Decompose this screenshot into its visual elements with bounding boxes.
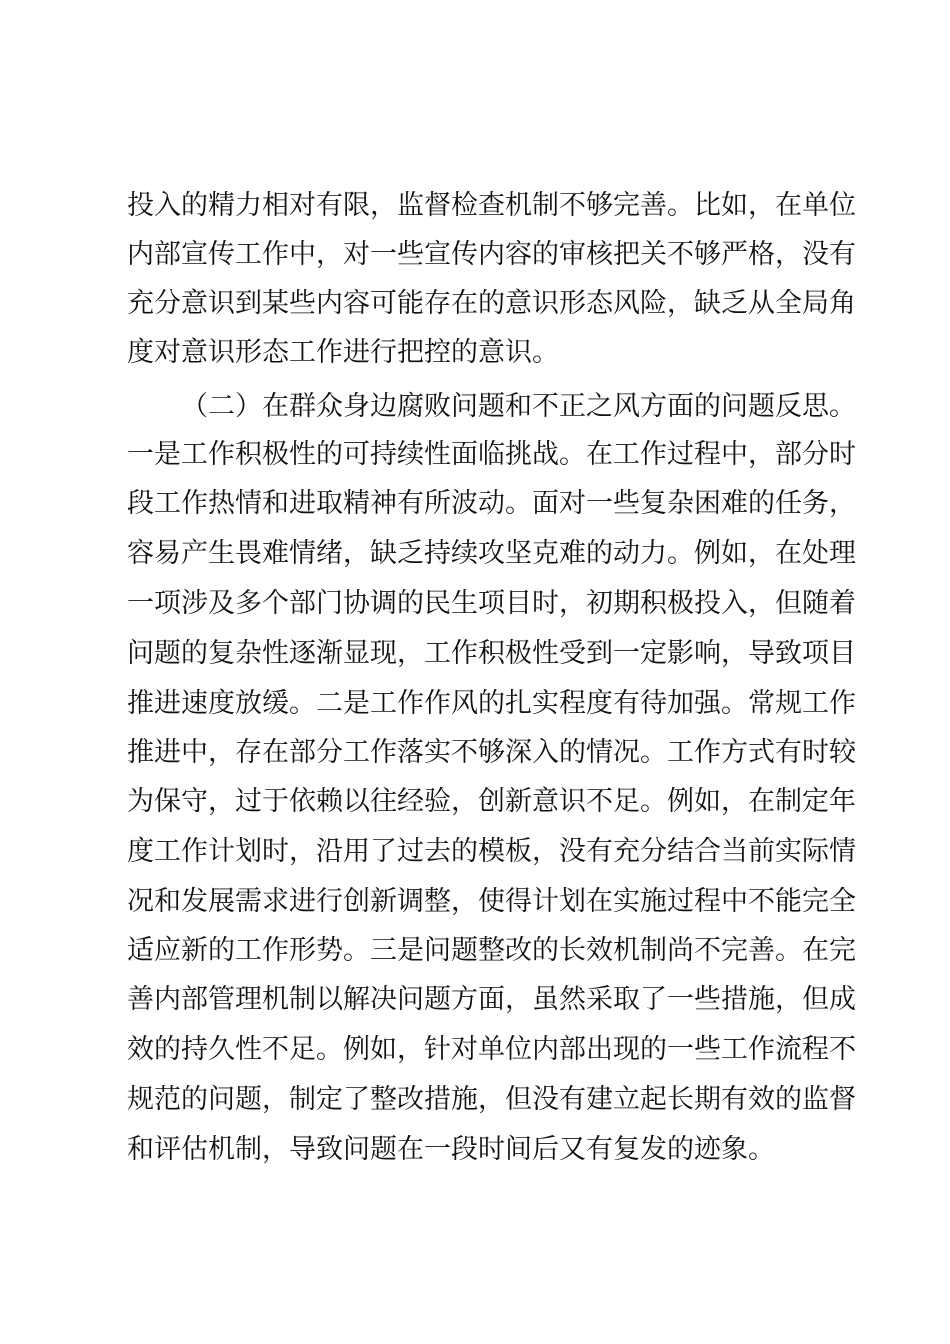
text-line: 和评估机制，导致问题在一段时间后又有复发的迹象。 — [127, 1134, 775, 1165]
text-line: 容易产生畏难情绪，缺乏持续攻坚克难的动力。例如，在处理 — [127, 538, 856, 569]
text-line: 一项涉及多个部门协调的民生项目时，初期积极投入，但随着 — [127, 588, 856, 619]
text-line: 一是工作积极性的可持续性面临挑战。在工作过程中，部分时 — [127, 439, 856, 470]
text-line: 推进速度放缓。二是工作作风的扎实程度有待加强。常规工作 — [127, 688, 856, 719]
text-line: 规范的问题，制定了整改措施，但没有建立起长期有效的监督 — [127, 1084, 856, 1115]
text-line: 段工作热情和进取精神有所波动。面对一些复杂困难的任务， — [127, 488, 856, 519]
text-line: 度工作计划时，沿用了过去的模板，没有充分结合当前实际情 — [127, 836, 856, 867]
text-line: 适应新的工作形势。三是问题整改的长效机制尚不完善。在完 — [127, 935, 856, 966]
text-line: 况和发展需求进行创新调整，使得计划在实施过程中不能完全 — [127, 886, 856, 917]
text-line: 善内部管理机制以解决问题方面，虽然采取了一些措施，但成 — [127, 984, 856, 1015]
text-line: 推进中，存在部分工作落实不够深入的情况。工作方式有时较 — [127, 737, 856, 768]
text-line: 效的持久性不足。例如，针对单位内部出现的一些工作流程不 — [127, 1034, 856, 1065]
text-line: 度对意识形态工作进行把控的意识。 — [127, 337, 559, 368]
text-line: 内部宣传工作中，对一些宣传内容的审核把关不够严格，没有 — [127, 239, 856, 270]
text-line: 充分意识到某些内容可能存在的意识形态风险，缺乏从全局角 — [127, 288, 856, 319]
text-line: 为保守，过于依赖以往经验，创新意识不足。例如，在制定年 — [127, 786, 856, 817]
section-heading: （二）在群众身边腐败问题和不正之风方面的问题反思。 — [181, 391, 856, 422]
text-line: 问题的复杂性逐渐显现，工作积极性受到一定影响，导致项目 — [127, 638, 856, 669]
text-line: 投入的精力相对有限，监督检查机制不够完善。比如，在单位 — [127, 190, 856, 221]
